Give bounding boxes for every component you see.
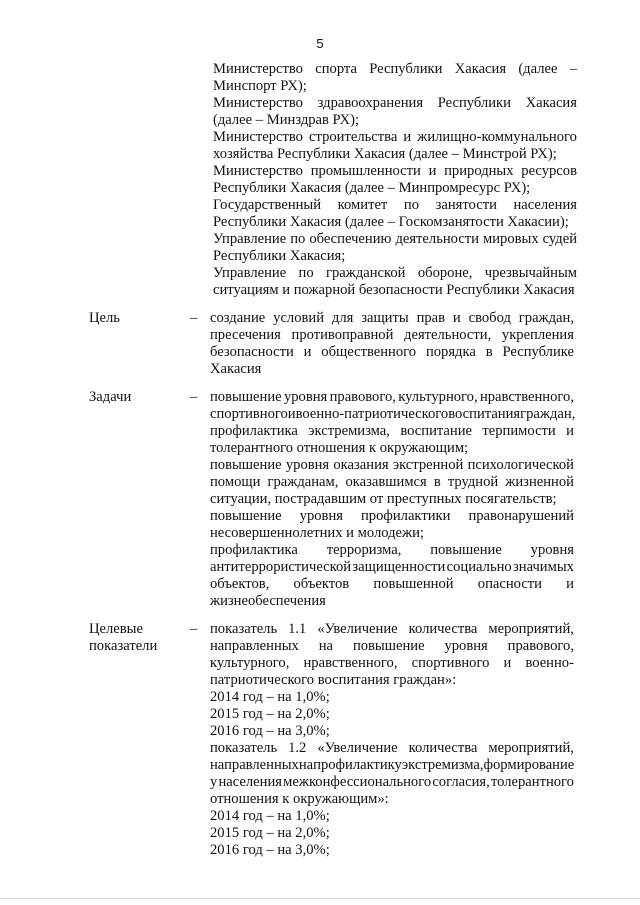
executor-line: (далее – Минздрав РХ); [213,112,360,128]
task-line: спортивного и военно-патриотического воспитания граждан, [210,406,576,422]
executor-line: Министерство здравоохранения Республики Хакасия [213,95,577,111]
executor-line: Государственный комитет по занятости населения [213,197,577,213]
executor-line: ситуациям и пожарной безопасности Республики Хакасия [213,282,575,298]
task-line: ситуации, пострадавшим от преступных посягательств; [210,491,557,507]
indicator-line: направленных на профилактику экстремизма, формирование [210,757,575,773]
task-line: антитеррористической защищенности социально значимых [210,559,574,575]
indicator-line: 2016 год – на 3,0%; [210,842,330,858]
executor-line: Минспорт РХ); [213,78,307,94]
executor-line: Управление по гражданской обороне, чрезвычайным [213,265,577,281]
page-number: 5 [316,36,324,51]
goal-line: Хакасия [210,361,262,377]
indicator-line: 2014 год – на 1,0%; [210,808,330,824]
indicator-line: отношения к окружающим»: [210,791,389,807]
executor-line: Министерство промышленности и природных ресурсов [213,163,577,179]
task-line: профилактика экстремизма, воспитание терпимости и [210,423,574,439]
executor-line: Управление по обеспечению деятельности мировых судей [213,231,577,247]
executor-line: Министерство спорта Республики Хакасия (далее – [213,61,577,77]
executor-line: Республики Хакасия (далее – Минпромресурс РХ); [213,180,531,196]
executor-line: Министерство строительства и жилищно-коммунального [213,129,577,145]
task-line: повышение уровня профилактики правонарушений [210,508,574,524]
indicator-line: направленных на повышение уровня правового, [210,638,574,654]
executor-line: Республики Хакасия; [213,248,346,264]
task-line: несовершеннолетних и молодежи; [210,525,424,541]
indicators-label: Целевые [89,621,143,637]
goal-label: Цель [89,310,120,326]
task-line: помощи гражданам, оказавшимся в трудной жизненной [210,474,574,490]
indicator-line: 2014 год – на 1,0%; [210,689,330,705]
indicator-line: у населения межконфессионального согласия, толерантного [210,774,574,790]
indicator-line: 2016 год – на 3,0%; [210,723,330,739]
task-line: повышение уровня оказания экстренной психологической [210,457,574,473]
indicator-line: показатель 1.1 «Увеличение количества мероприятий, [210,621,574,637]
tasks-label: Задачи [89,389,132,405]
goal-dash: – [190,310,198,326]
indicator-line: патриотического воспитания граждан»: [210,672,457,688]
page-bottom-edge [0,898,640,899]
indicator-line: 2015 год – на 2,0%; [210,825,330,841]
executor-line: Республики Хакасия (далее – Госкомзанятости Хакасии); [213,214,569,230]
goal-line: безопасности и общественного порядка в Республике [210,344,574,360]
goal-line: пресечения противоправной деятельности, укрепления [210,327,574,343]
task-line: объектов, объектов повышенной опасности и [210,576,574,592]
task-line: профилактика терроризма, повышение уровня [210,542,574,558]
indicator-line: 2015 год – на 2,0%; [210,706,330,722]
goal-line: создание условий для защиты прав и свобод граждан, [210,310,574,326]
task-line: жизнеобеспечения [210,593,326,609]
indicator-line: культурного, нравственного, спортивного и военно- [210,655,574,671]
indicators-dash: – [190,621,198,637]
indicators-label: показатели [89,638,158,654]
tasks-dash: – [190,389,198,405]
task-line: толерантного отношения к окружающим; [210,440,469,456]
executor-line: хозяйства Республики Хакасия (далее – Минстрой РХ); [213,146,557,162]
indicator-line: показатель 1.2 «Увеличение количества мероприятий, [210,740,574,756]
task-line: повышение уровня правового, культурного, нравственного, [210,389,574,405]
